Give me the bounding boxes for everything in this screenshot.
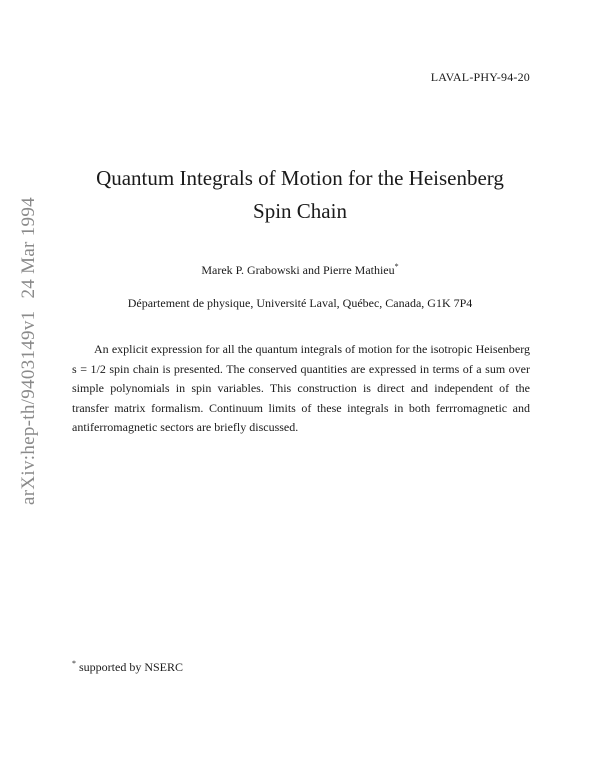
- abstract: An explicit expression for all the quantum integrals of motion for the isotropic Heisenberg s = 1/2 spin chain is presented. The conserved quantities are expressed in terms of a sum over simple polynomials in spin variables. This construction is direct and independent of the transfer matrix formalism. Continuum limits of these integrals in both ferrromagnetic and antiferromagnetic sectors are briefly discussed.: [72, 342, 530, 434]
- arxiv-identifier-stamp: [18, 197, 40, 505]
- footnote: [72, 659, 183, 675]
- paper-title: [60, 162, 540, 228]
- affiliation: Département de physique, Université Laval, Québec, Canada, G1K 7P4: [127, 296, 473, 310]
- paper-title-line-1: Quantum Integrals of Motion for the Heisenberg: [96, 166, 504, 190]
- arxiv-identifier: arXiv:hep-th/9403149v1: [18, 310, 39, 505]
- footnote-mark: *: [72, 659, 76, 668]
- author-names: Marek P. Grabowski and Pierre Mathieu: [201, 263, 395, 277]
- paper-title-line-2: Spin Chain: [253, 199, 347, 223]
- author-footnote-mark: *: [394, 262, 399, 271]
- footnote-text: supported by NSERC: [76, 660, 184, 674]
- report-number: LAVAL-PHY-94-20: [430, 70, 530, 84]
- arxiv-date: 24 Mar 1994: [18, 197, 39, 299]
- authors: [60, 262, 540, 278]
